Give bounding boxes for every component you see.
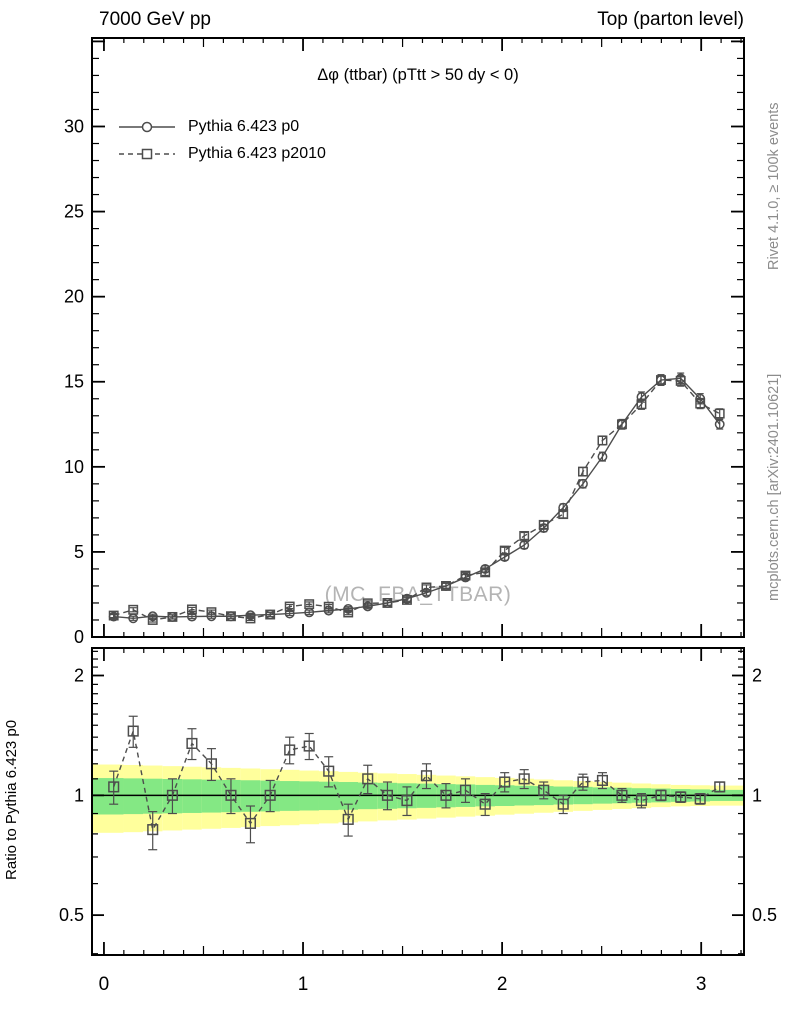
svg-text:2: 2 xyxy=(752,665,763,686)
axis-tick-labels xyxy=(59,116,777,995)
series-p0 xyxy=(110,373,724,622)
header-beam-energy: 7000 GeV pp xyxy=(99,9,211,30)
plot-title: Δφ (ttbar) (pTtt > 50 dy < 0) xyxy=(317,66,519,84)
side-note-generator-version: Rivet 4.1.0, ≥ 100k events xyxy=(766,102,782,270)
ratio-axis-label: Ratio to Pythia 6.423 p0 xyxy=(3,719,20,881)
svg-text:0: 0 xyxy=(73,627,84,647)
svg-text:25: 25 xyxy=(63,201,84,222)
svg-text:2: 2 xyxy=(496,974,508,995)
svg-text:2: 2 xyxy=(73,665,84,686)
svg-text:1: 1 xyxy=(297,974,309,995)
dashed-line-square-marker-icon xyxy=(118,146,176,162)
legend-label-p0: Pythia 6.423 p0 xyxy=(188,117,300,135)
legend-label-p2010: Pythia 6.423 p2010 xyxy=(188,144,326,162)
svg-text:1: 1 xyxy=(73,785,84,806)
series-p2010 xyxy=(110,375,724,624)
svg-text:0.5: 0.5 xyxy=(752,905,778,926)
legend-item-p0 xyxy=(118,113,326,140)
svg-text:0.5: 0.5 xyxy=(58,905,84,926)
svg-text:0: 0 xyxy=(98,974,110,995)
svg-text:30: 30 xyxy=(63,116,84,137)
legend xyxy=(118,113,326,167)
legend-item-p2010 xyxy=(118,140,326,167)
watermark-analysis-id: (MC_FBA_TTBAR) xyxy=(324,583,512,606)
svg-text:15: 15 xyxy=(63,371,84,392)
svg-text:10: 10 xyxy=(63,456,84,477)
svg-text:20: 20 xyxy=(63,286,84,307)
svg-text:5: 5 xyxy=(73,541,84,562)
side-note-source: mcplots.cern.ch [arXiv:2401.10621] xyxy=(766,373,782,601)
svg-text:3: 3 xyxy=(695,974,707,995)
header-analysis-group: Top (parton level) xyxy=(597,9,744,30)
svg-text:1: 1 xyxy=(752,785,763,806)
solid-line-circle-marker-icon xyxy=(118,119,176,135)
